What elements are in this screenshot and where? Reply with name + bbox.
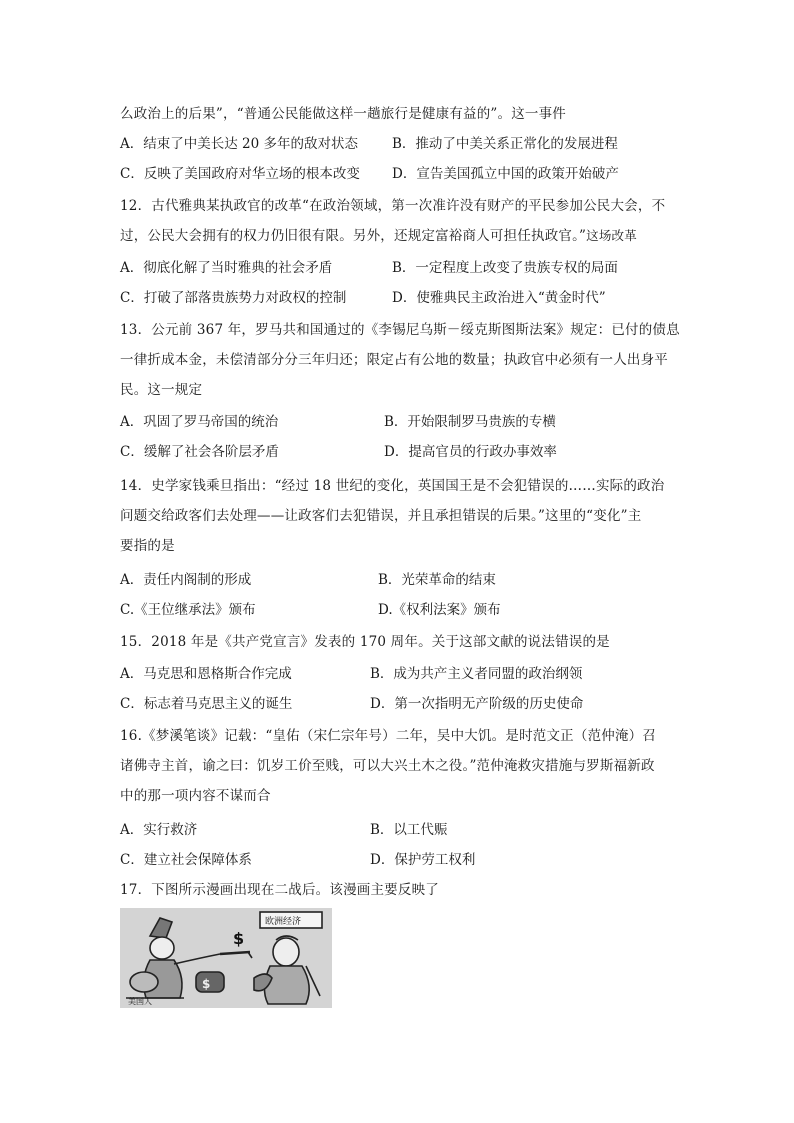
q16-stem-line1: 16.《梦溪笔谈》记载：“皇佑（宋仁宗年号）二年，吴中大饥。是时范文正（范仲淹）召 xyxy=(120,728,657,744)
marshall-plan-cartoon xyxy=(120,908,332,1008)
q17-stem: 17．下图所示漫画出现在二战后。该漫画主要反映了 xyxy=(120,882,439,898)
cartoon-label-usa: 美国人 xyxy=(128,997,152,1006)
cartoon-dollar-sign: $ xyxy=(233,929,245,948)
q14-option-d: D.《权利法案》颁布 xyxy=(378,602,501,618)
q14-stem-line3: 要指的是 xyxy=(120,538,175,554)
q15-option-c: C．标志着马克思主义的诞生 xyxy=(120,696,293,712)
q16-option-b: B．以工代赈 xyxy=(370,822,448,838)
q14-option-a: A．责任内阁制的形成 xyxy=(120,572,252,588)
q13-stem-line1: 13．公元前 367 年，罗马共和国通过的《李锡尼乌斯－绥克斯图斯法案》规定：已付的债息 xyxy=(120,322,680,338)
q12-option-c: C．打破了部落贵族势力对政权的控制 xyxy=(120,290,347,306)
q13-option-b: B．开始限制罗马贵族的专横 xyxy=(384,414,556,430)
q16-stem-line2: 诸佛寺主首，谕之曰：饥岁工价至贱，可以大兴土木之役。”范仲淹救灾措施与罗斯福新政 xyxy=(120,758,655,774)
q12-stem-line1: 12．古代雅典某执政官的改革“在政治领域，第一次准许没有财产的平民参加公民大会，不 xyxy=(120,198,666,214)
q11-stem-tail: 么政治上的后果”，“普通公民能做这样一趟旅行是健康有益的”。这一事件 xyxy=(120,106,567,122)
q11-option-b: B．推动了中美关系正常化的发展进程 xyxy=(392,136,618,152)
q13-stem-line3: 民。这一规定 xyxy=(120,382,203,398)
q11-option-d: D．宣告美国孤立中国的政策开始破产 xyxy=(392,166,619,182)
q15-option-b: B．成为共产主义者同盟的政治纲领 xyxy=(370,666,583,682)
q13-stem-line2: 一律折成本金，未偿清部分分三年归还；限定占有公地的数量；执政官中必须有一人出身平 xyxy=(120,352,668,368)
q12-option-b: B．一定程度上改变了贵族专权的局面 xyxy=(392,260,618,276)
q13-option-c: C．缓解了社会各阶层矛盾 xyxy=(120,444,279,460)
q13-option-a: A．巩固了罗马帝国的统治 xyxy=(120,414,279,430)
q15-option-a: A．马克思和恩格斯合作完成 xyxy=(120,666,292,682)
q15-option-d: D．第一次指明无产阶级的历史使命 xyxy=(370,696,584,712)
q12-stem-line2 xyxy=(120,226,680,246)
q13-option-d: D．提高官员的行政办事效率 xyxy=(384,444,557,460)
cartoon-label-europe: 欧洲经济 xyxy=(265,917,302,927)
q12-stem-line2-text: 过，公民大会拥有的权力仍旧很有限。另外，还规定富裕商人可担任执政官。” xyxy=(120,228,587,244)
q14-stem-line1: 14．史学家钱乘旦指出：“经过 18 世纪的变化，英国国王是不会犯错误的……实际的政治 xyxy=(120,478,665,494)
q16-option-d: D．保护劳工权利 xyxy=(370,852,476,868)
q16-option-c: C．建立社会保障体系 xyxy=(120,852,252,868)
q16-stem-line3: 中的那一项内容不谋而合 xyxy=(120,788,271,804)
q11-option-a: A．结束了中美长达 20 多年的敌对状态 xyxy=(120,136,359,152)
q15-stem: 15．2018 年是《共产党宣言》发表的 170 周年。关于这部文献的说法错误的是 xyxy=(120,634,610,650)
q16-option-a: A．实行救济 xyxy=(120,822,198,838)
q14-stem-line2: 问题交给政客们去处理——让政客们去犯错误，并且承担错误的后果。”这里的“变化”主 xyxy=(120,508,642,524)
q12-option-d: D．使雅典民主政治进入“黄金时代” xyxy=(392,290,606,306)
q14-option-b: B．光荣革命的结束 xyxy=(378,572,496,588)
q12-stem-line2-tail: 这场改革 xyxy=(586,228,637,243)
q11-option-c: C．反映了美国政府对华立场的根本改变 xyxy=(120,166,360,182)
svg-text:$: $ xyxy=(202,977,211,991)
q14-option-c: C.《王位继承法》颁布 xyxy=(120,602,256,618)
q12-option-a: A．彻底化解了当时雅典的社会矛盾 xyxy=(120,260,333,276)
